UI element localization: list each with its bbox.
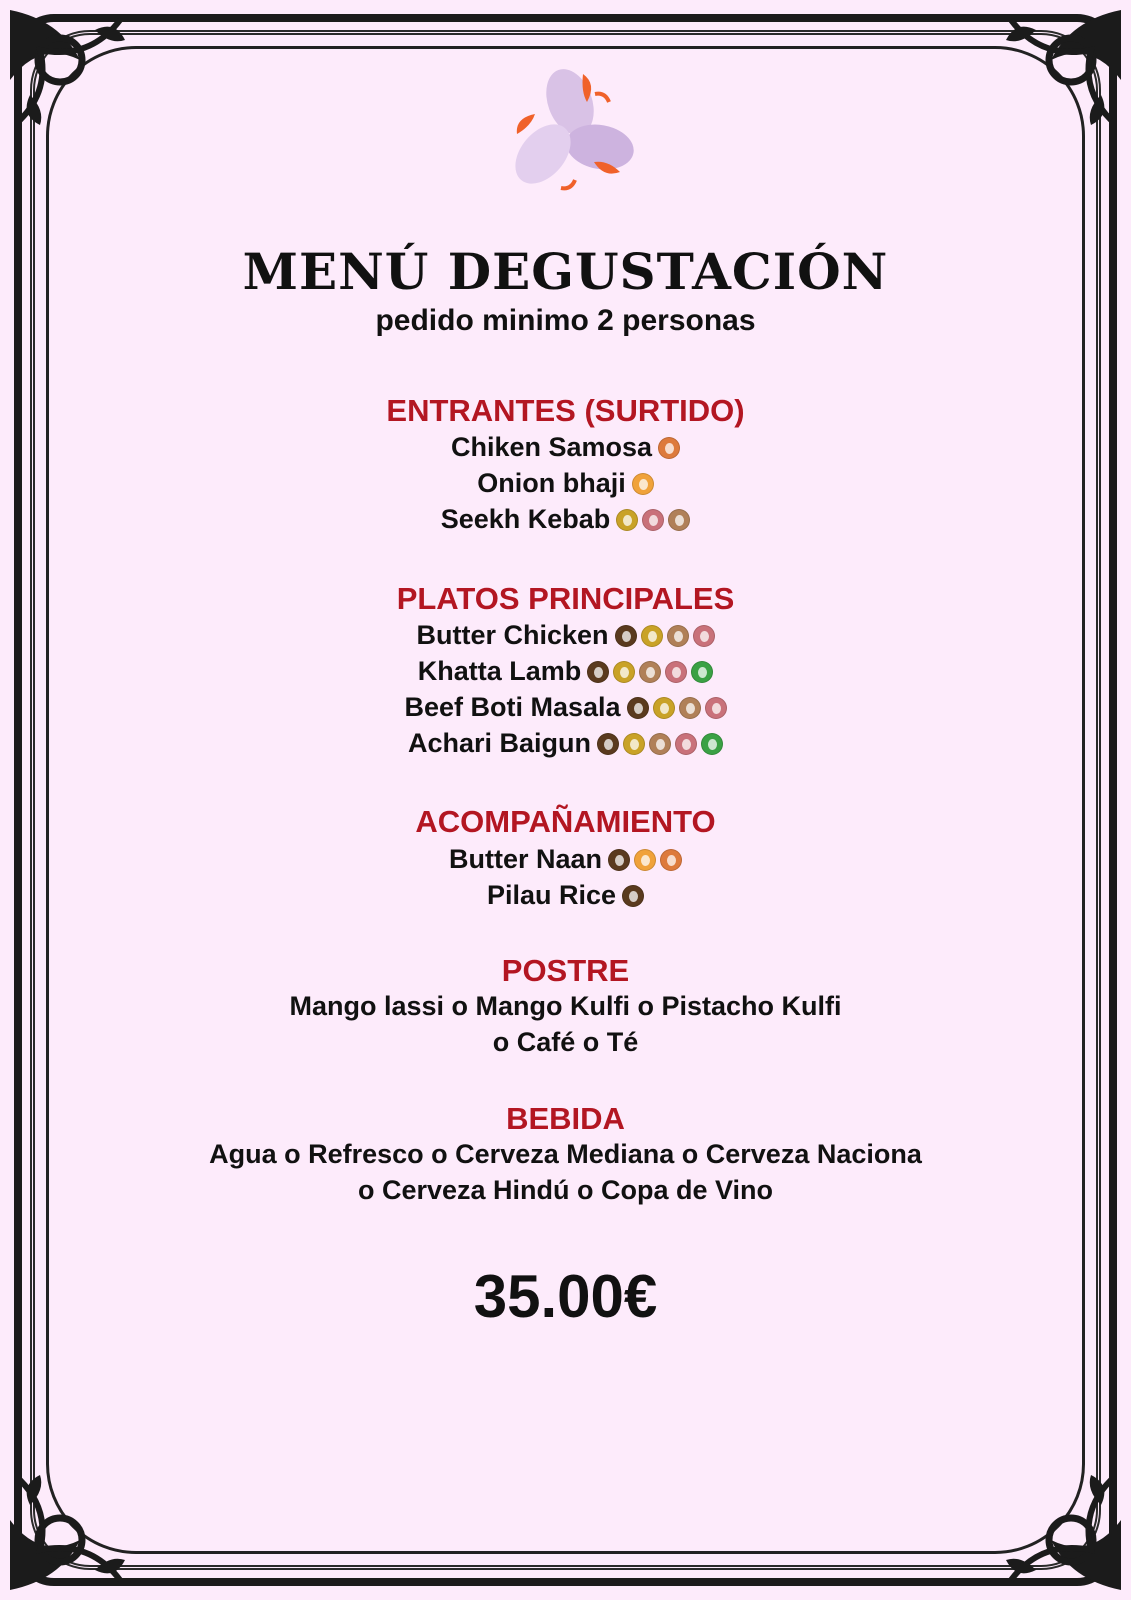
allergen-sesame-icon [622, 885, 644, 907]
allergen-sesame-icon [627, 697, 649, 719]
allergen-celery-icon [613, 661, 635, 683]
menu-item [60, 692, 1071, 723]
menu-price: 35.00€ [473, 1263, 658, 1330]
allergen-peanut-icon [649, 733, 671, 755]
allergen-icons [628, 473, 654, 495]
menu-item [60, 504, 1071, 535]
section-title-acompanamiento: ACOMPAÑAMIENTO [415, 804, 716, 839]
allergen-celery-icon [616, 509, 638, 531]
allergen-egg-icon [632, 473, 654, 495]
menu-item [60, 468, 1071, 499]
menu-item [60, 880, 1071, 911]
allergen-sesame-icon [587, 661, 609, 683]
menu-title: MENÚ DEGUSTACIÓN [242, 242, 889, 301]
allergen-gluten-icon [660, 849, 682, 871]
menu-item [60, 844, 1071, 875]
ornament-corner-icon [961, 0, 1131, 170]
allergen-icons [654, 437, 680, 459]
menu-item-name: Onion bhaji [477, 468, 626, 498]
menu-item [60, 656, 1071, 687]
menu-item-name: Seekh Kebab [440, 504, 611, 534]
ornament-corner-icon [961, 1430, 1131, 1600]
menu-item-name: Chiken Samosa [450, 432, 653, 462]
allergen-sesame-icon [615, 625, 637, 647]
allergen-nuts-icon [665, 661, 687, 683]
menu-item [60, 728, 1071, 759]
allergen-nuts-icon [642, 509, 664, 531]
section-title-bebida: BEBIDA [506, 1101, 625, 1136]
allergen-celery-icon [653, 697, 675, 719]
menu-item [60, 432, 1071, 463]
allergen-icons [611, 625, 715, 647]
menu-item-name: Butter Naan [448, 844, 603, 874]
allergen-celery-icon [641, 625, 663, 647]
allergen-mustard-icon [701, 733, 723, 755]
allergen-nuts-icon [705, 697, 727, 719]
bebida-options-line: Agua o Refresco o Cerveza Mediana o Cerveza Naciona [209, 1139, 922, 1169]
lotus-logo-icon [495, 62, 645, 197]
allergen-icons [604, 849, 682, 871]
allergen-icons [583, 661, 713, 683]
allergen-icons [623, 697, 727, 719]
menu-subtitle: pedido minimo 2 personas [375, 304, 756, 337]
section-title-postre: POSTRE [501, 953, 630, 988]
section-title-principales: PLATOS PRINCIPALES [396, 581, 735, 616]
postre-options-line: o Café o Té [492, 1027, 639, 1057]
ornament-corner-icon [0, 1430, 170, 1600]
section-title-entrantes: ENTRANTES (SURTIDO) [386, 393, 745, 428]
allergen-icons [618, 885, 644, 907]
ornament-corner-icon [0, 0, 170, 170]
allergen-peanut-icon [667, 625, 689, 647]
allergen-peanut-icon [639, 661, 661, 683]
allergen-sesame-icon [608, 849, 630, 871]
allergen-gluten-icon [658, 437, 680, 459]
postre-options-line: Mango lassi o Mango Kulfi o Pistacho Kulfi [289, 991, 842, 1021]
allergen-celery-icon [623, 733, 645, 755]
allergen-egg-icon [634, 849, 656, 871]
menu-item-name: Achari Baigun [407, 728, 592, 758]
allergen-peanut-icon [679, 697, 701, 719]
allergen-nuts-icon [693, 625, 715, 647]
allergen-sesame-icon [597, 733, 619, 755]
allergen-icons [612, 509, 690, 531]
menu-item [60, 620, 1071, 651]
menu-item-name: Butter Chicken [416, 620, 609, 650]
menu-item-name: Pilau Rice [486, 880, 617, 910]
menu-item-name: Beef Boti Masala [404, 692, 621, 722]
allergen-mustard-icon [691, 661, 713, 683]
allergen-icons [593, 733, 723, 755]
allergen-nuts-icon [675, 733, 697, 755]
bebida-options-line: o Cerveza Hindú o Copa de Vino [357, 1175, 774, 1205]
menu-item-name: Khatta Lamb [417, 656, 582, 686]
allergen-peanut-icon [668, 509, 690, 531]
